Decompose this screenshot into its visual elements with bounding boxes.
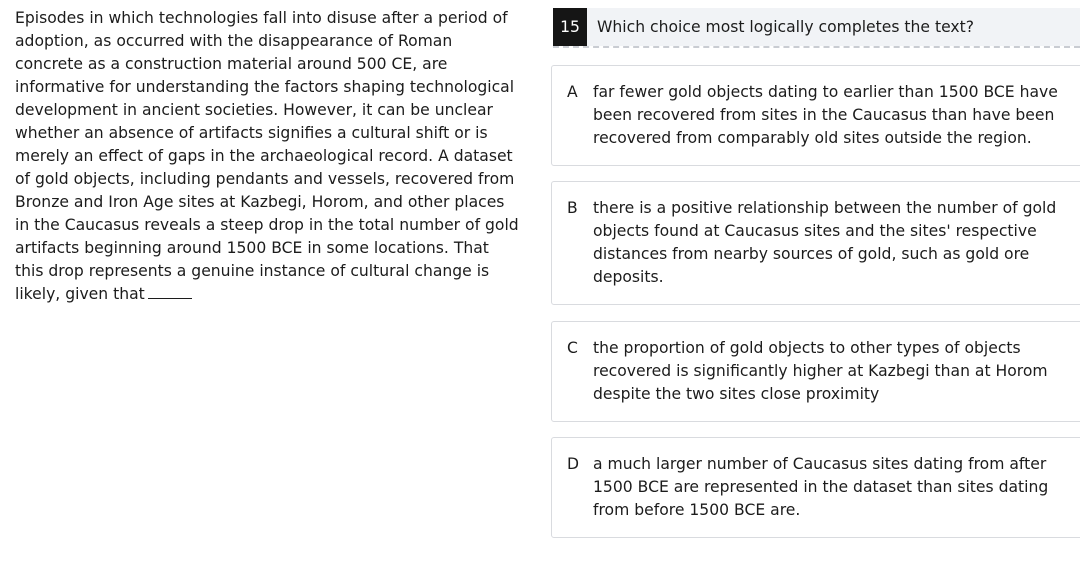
passage-body: Episodes in which technologies fall into disuse after a period of adoption, as occurred with the disappearance of Roman concrete as a construction material around 500 CE, are informative for understanding the factors shaping technological development in ancient societies. However, it can be unclear whether an absence of artifacts signifies a cultural shift or is merely an effect of gaps in the archaeological record. A dataset of gold objects, including pendants and vessels, recovered from Bronze and Iron Age sites at Kazbegi, Horom, and other places in the Caucasus reveals a steep drop in the total number of gold artifacts beginning around 1500 BCE in some locations. That this drop represents a genuine instance of cultural change is likely, given that bbox=[15, 9, 519, 303]
answer-blank bbox=[148, 284, 192, 299]
choice-text: the proportion of gold objects to other types of objects recovered is significantly higher at Kazbegi than at Horom despite the two sites close proximity bbox=[593, 339, 1048, 403]
passage-text bbox=[15, 7, 520, 306]
question-header bbox=[553, 8, 1080, 46]
choice-letter: A bbox=[567, 83, 578, 101]
choice-text: there is a positive relationship between the number of gold objects found at Caucasus sites and the sites' respective distances from nearby sources of gold, such as gold ore deposits. bbox=[593, 199, 1057, 286]
question-number: 15 bbox=[553, 8, 587, 46]
header-divider bbox=[553, 46, 1080, 48]
choice-letter: C bbox=[567, 339, 578, 357]
choice-text: far fewer gold objects dating to earlier than 1500 BCE have been recovered from sites in the Caucasus than have been recovered from comparably old sites outside the region. bbox=[593, 83, 1058, 147]
question-prompt: Which choice most logically completes the text? bbox=[597, 18, 975, 36]
answer-choice-c[interactable] bbox=[551, 321, 1080, 422]
answer-choice-b[interactable] bbox=[551, 181, 1080, 305]
choice-letter: B bbox=[567, 199, 578, 217]
answer-choice-d[interactable] bbox=[551, 437, 1080, 538]
choice-text: a much larger number of Caucasus sites dating from after 1500 BCE are represented in the dataset than sites dating from before 1500 BCE are. bbox=[593, 455, 1049, 519]
answer-choice-a[interactable] bbox=[551, 65, 1080, 166]
choice-letter: D bbox=[567, 455, 580, 473]
